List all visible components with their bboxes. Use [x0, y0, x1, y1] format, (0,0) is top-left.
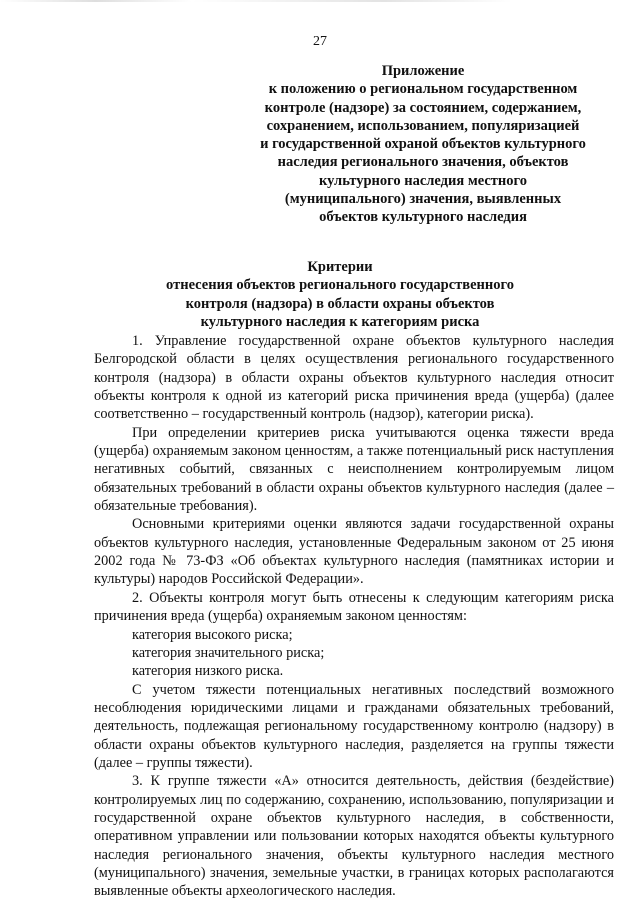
appendix-line: и государственной охраной объектов культурного [260, 136, 586, 153]
scan-edge-artifact [0, 0, 640, 2]
criteria-subtitle-line: отнесения объектов регионального государственного [166, 277, 514, 294]
paragraph-3: Основными критериями оценки являются задачи государственной охраны объектов культурного наследия, установленные Федеральным законом от 25 июня 2002 года № 73-ФЗ «Об объектах культурного наследия (памятниках истории и культуры) народов Российской Федерации». [94, 516, 614, 588]
document-body [94, 332, 614, 901]
paragraph-4: 2. Объекты контроля могут быть отнесены к следующим категориям риска причинения вреда (ущерба) охраняемым законом ценностям: [94, 589, 614, 625]
appendix-title: Приложение [381, 63, 465, 79]
criteria-subtitle-line: контроля (надзора) в области охраны объектов [185, 295, 495, 312]
criteria-heading [150, 258, 530, 331]
appendix-line: к положению о региональном государственном [268, 81, 578, 98]
appendix-line: объектов культурного наследия [319, 209, 527, 226]
page-number: 27 [313, 34, 327, 49]
appendix-line: сохранением, использованием, популяризацией [266, 117, 580, 134]
paragraph-2: При определении критериев риска учитываются оценка тяжести вреда (ущерба) охраняемым законом ценностям, а также потенциальный риск наступления негативных событий, связанных с неисполнением контролируемым лицом обязательных требований в области охраны объектов культурного наследия (далее – обязательные требования). [94, 424, 614, 515]
paragraph-1: 1. Управление государственной охране объектов культурного наследия Белгородской области в целях осуществления регионального государственного контроля (надзора) в области охраны объектов культурного наследия относит объекты контроля к одной из категорий риска причинения вреда (ущерба) (далее соответственно – государственный контроль (надзор), категории риска). [94, 333, 614, 423]
appendix-line: контроле (надзоре) за состоянием, содержанием, [264, 99, 582, 116]
paragraph-5: С учетом тяжести потенциальных негативных последствий возможного несоблюдения юридическими лицами и гражданами обязательных требований, деятельность, подлежащая региональному государственному контролю (надзору) в области охраны объектов культурного наследия, разделяется на группы тяжести (далее – группы тяжести). [94, 681, 614, 771]
appendix-line: наследия регионального значения, объектов [277, 154, 569, 171]
list-item: категория низкого риска. [132, 663, 284, 680]
criteria-subtitle-line: культурного наследия к категориям риска [200, 313, 480, 330]
list-item: категория высокого риска; [132, 626, 293, 643]
paragraph-6: 3. К группе тяжести «А» относится деятельность, действия (бездействие) контролируемых лиц по содержанию, сохранению, использованию, популяризации и государственной охране объектов культурного наследия, в собственности, оперативном управлении или пользовании которых находятся объекты культурного наследия регионального значения, объекты культурного наследия местного (муниципального) значения, земельные участки, в границах которых располагаются выявленные объекты археологического наследия. [94, 773, 614, 900]
list-item: категория значительного риска; [132, 644, 325, 661]
appendix-line: культурного наследия местного [319, 172, 527, 189]
appendix-header [236, 62, 610, 227]
appendix-line: (муниципального) значения, выявленных [284, 191, 562, 208]
criteria-title: Критерии [307, 259, 373, 275]
